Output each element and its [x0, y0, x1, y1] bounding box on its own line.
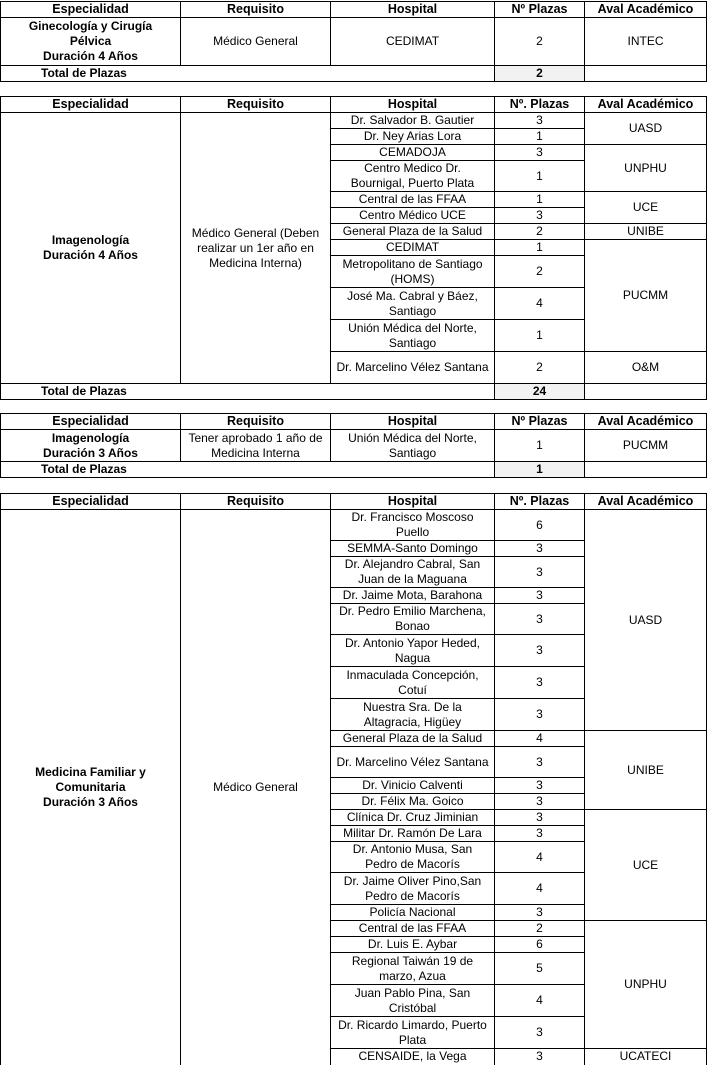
hospital-cell: CEMADOJA — [331, 145, 495, 161]
hospital-line: Nuestra Sra. De la — [363, 699, 462, 714]
plazas-cell: 1 — [495, 320, 585, 352]
aval-cell: UASD — [585, 510, 707, 731]
plazas-cell: 3 — [495, 810, 585, 826]
especialidad-line: Duración 4 Años — [43, 49, 138, 63]
hospital-cell: Dr. Jaime Mota, Barahona — [331, 588, 495, 604]
especialidad-line: Pélvica — [69, 34, 112, 48]
hospital-line: Pedro de Macorís — [365, 857, 460, 871]
table-imagenologia-4 — [0, 96, 707, 400]
hospital-line: Bournigal, Puerto Plata — [350, 176, 475, 190]
plazas-cell: 2 — [495, 921, 585, 937]
header-hospital: Hospital — [331, 414, 495, 430]
hospital-line: Puello — [395, 525, 430, 539]
especialidad-line: Duración 4 Años — [43, 248, 138, 262]
total-label: Total de Plazas — [1, 462, 495, 478]
hospital-line: Dr. Alejandro Cabral, San — [344, 557, 481, 571]
hospital-line: Metropolitano de Santiago — [342, 256, 483, 271]
plazas-cell: 3 — [495, 604, 585, 635]
plazas-cell: 4 — [495, 288, 585, 320]
aval-cell: UNIBE — [585, 731, 707, 810]
hospital-cell — [331, 557, 495, 588]
especialidad-cell — [1, 18, 181, 66]
plazas-cell: 3 — [495, 826, 585, 842]
plazas-cell: 6 — [495, 510, 585, 541]
hospital-cell: CEDIMAT — [331, 240, 495, 256]
aval-cell: PUCMM — [585, 240, 707, 352]
header-requisito: Requisito — [181, 2, 331, 18]
hospital-line: Juan de la Maguana — [358, 572, 467, 586]
requisito-line: Medicina Interna — [211, 445, 300, 460]
especialidad-cell — [1, 113, 181, 384]
hospital-cell — [331, 320, 495, 352]
plazas-cell: 3 — [495, 557, 585, 588]
header-requisito: Requisito — [181, 97, 331, 113]
total-label: Total de Plazas — [1, 66, 495, 82]
plazas-cell: 3 — [495, 113, 585, 129]
hospital-cell: General Plaza de la Salud — [331, 731, 495, 747]
plazas-cell: 3 — [495, 635, 585, 667]
total-empty — [585, 384, 707, 400]
plazas-cell: 2 — [495, 352, 585, 384]
especialidad-line: Comunitaria — [55, 779, 126, 794]
header-plazas: Nº. Plazas — [495, 97, 585, 113]
hospital-line: Unión Médica del Norte, — [348, 320, 477, 335]
especialidad-line: Medicina Familiar y — [35, 764, 146, 779]
requisito-line: Médico General (Deben — [191, 225, 320, 240]
plazas-cell: 3 — [495, 588, 585, 604]
header-aval: Aval Académico — [585, 2, 707, 18]
aval-cell: UCATECI — [585, 1049, 707, 1065]
aval-cell: UCE — [585, 192, 707, 224]
plazas-cell: 1 — [495, 430, 585, 462]
total-value: 1 — [495, 462, 585, 478]
hospital-line: Inmaculada Concepción, — [346, 667, 479, 682]
plazas-cell: 1 — [495, 129, 585, 145]
especialidad-line: Imagenología — [51, 233, 130, 247]
especialidad-line: Ginecología y Cirugía — [28, 19, 153, 33]
hospital-cell: Clínica Dr. Cruz Jiminian — [331, 810, 495, 826]
hospital-line: Dr. Pedro Emilio Marchena, — [339, 604, 486, 618]
total-value: 24 — [495, 384, 585, 400]
hospital-cell — [331, 1017, 495, 1049]
especialidad-line: Duración 3 Años — [43, 794, 138, 809]
aval-cell: UNIBE — [585, 224, 707, 240]
hospital-line: Santiago — [388, 303, 437, 318]
aval-cell: INTEC — [585, 18, 707, 66]
plazas-cell: 3 — [495, 1017, 585, 1049]
hospital-cell — [331, 161, 495, 192]
header-row — [1, 414, 707, 430]
table-row — [1, 430, 707, 462]
table-row — [1, 113, 707, 129]
hospital-cell — [331, 604, 495, 635]
table-medicina-familiar — [0, 493, 707, 1065]
hospital-line: Juan Pablo Pina, San — [354, 985, 471, 1000]
header-row — [1, 494, 707, 510]
plazas-cell: 3 — [495, 667, 585, 699]
plazas-cell: 3 — [495, 905, 585, 921]
hospital-line: Regional Taiwán 19 de — [351, 953, 474, 968]
hospital-cell: Dr. Marcelino Vélez Santana — [331, 352, 495, 384]
hospital-line: Dr. Francisco Moscoso — [351, 510, 474, 524]
header-especialidad: Especialidad — [1, 97, 181, 113]
plazas-cell: 3 — [495, 145, 585, 161]
hospital-cell: Centro Médico UCE — [331, 208, 495, 224]
hospital-line: Dr. Ricardo Limardo, Puerto — [338, 1017, 487, 1032]
especialidad-line: Imagenología — [51, 430, 130, 445]
total-empty — [585, 462, 707, 478]
header-especialidad: Especialidad — [1, 414, 181, 430]
plazas-cell: 3 — [495, 747, 585, 778]
header-row — [1, 2, 707, 18]
plazas-cell: 1 — [495, 161, 585, 192]
plazas-cell: 1 — [495, 192, 585, 208]
requisito-cell: Médico General — [181, 18, 331, 66]
especialidad-cell — [1, 510, 181, 1065]
aval-cell: UNPHU — [585, 921, 707, 1049]
aval-cell: PUCMM — [585, 430, 707, 462]
hospital-cell — [331, 873, 495, 905]
requisito-cell — [181, 113, 331, 384]
hospital-line: Centro Medico Dr. — [364, 161, 461, 175]
hospital-cell: Dr. Marcelino Vélez Santana — [331, 747, 495, 778]
requisito-line: realizar un 1er año en — [197, 240, 314, 255]
hospital-line: Dr. Antonio Yapor Heded, — [345, 635, 480, 650]
plazas-cell: 3 — [495, 699, 585, 731]
plazas-cell: 5 — [495, 953, 585, 985]
table-imagenologia-3 — [0, 413, 707, 478]
total-row — [1, 66, 707, 82]
especialidad-line: Duración 3 Años — [43, 445, 138, 460]
plazas-cell: 2 — [495, 224, 585, 240]
hospital-cell — [331, 430, 495, 462]
hospital-cell — [331, 985, 495, 1017]
hospital-cell — [331, 953, 495, 985]
total-row — [1, 384, 707, 400]
hospital-line: Altagracia, Higüey — [363, 714, 462, 729]
hospital-line: Santiago — [388, 445, 437, 460]
hospital-line: (HOMS) — [390, 271, 435, 286]
hospital-cell: Dr. Salvador B. Gautier — [331, 113, 495, 129]
plazas-cell: 1 — [495, 240, 585, 256]
plazas-cell: 2 — [495, 18, 585, 66]
hospital-cell: Central de las FFAA — [331, 192, 495, 208]
plazas-cell: 4 — [495, 985, 585, 1017]
header-hospital: Hospital — [331, 2, 495, 18]
hospital-cell: Central de las FFAA — [331, 921, 495, 937]
hospital-cell — [331, 288, 495, 320]
plazas-cell: 4 — [495, 731, 585, 747]
table-row — [1, 510, 707, 541]
hospital-cell — [331, 256, 495, 288]
hospital-cell: SEMMA-Santo Domingo — [331, 541, 495, 557]
header-plazas: Nº. Plazas — [495, 494, 585, 510]
header-requisito: Requisito — [181, 494, 331, 510]
plazas-cell: 2 — [495, 256, 585, 288]
plazas-cell: 3 — [495, 778, 585, 794]
hospital-cell: Dr. Vinicio Calventi — [331, 778, 495, 794]
hospital-line: Unión Médica del Norte, — [348, 430, 477, 445]
aval-cell: UCE — [585, 810, 707, 921]
hospital-cell — [331, 842, 495, 873]
total-value: 2 — [495, 66, 585, 82]
header-plazas: Nº Plazas — [495, 2, 585, 18]
hospital-cell — [331, 699, 495, 731]
hospital-cell: Policía Nacional — [331, 905, 495, 921]
hospital-line: Dr. Jaime Oliver Pino,San — [343, 873, 482, 888]
hospital-line: José Ma. Cabral y Báez, — [347, 288, 478, 303]
hospital-cell: CEDIMAT — [331, 18, 495, 66]
aval-cell: UASD — [585, 113, 707, 145]
requisito-line: Tener aprobado 1 año de — [188, 430, 323, 445]
plazas-cell: 3 — [495, 1049, 585, 1065]
hospital-cell: General Plaza de la Salud — [331, 224, 495, 240]
header-especialidad: Especialidad — [1, 2, 181, 18]
hospital-line: Cotuí — [398, 682, 427, 697]
hospital-cell: Dr. Ney Arias Lora — [331, 129, 495, 145]
hospital-cell — [331, 635, 495, 667]
hospital-line: Dr. Antonio Musa, San — [352, 842, 473, 856]
hospital-line: Bonao — [395, 619, 430, 633]
header-hospital: Hospital — [331, 494, 495, 510]
plazas-cell: 6 — [495, 937, 585, 953]
hospital-line: marzo, Azua — [379, 968, 446, 983]
hospital-line: Pedro de Macorís — [365, 888, 460, 903]
header-aval: Aval Académico — [585, 414, 707, 430]
header-plazas: Nº Plazas — [495, 414, 585, 430]
header-aval: Aval Académico — [585, 97, 707, 113]
hospital-cell: Militar Dr. Ramón De Lara — [331, 826, 495, 842]
hospital-line: Santiago — [388, 335, 437, 350]
plazas-cell: 4 — [495, 873, 585, 905]
requisito-line: Medicina Interna) — [209, 255, 302, 270]
hospital-line: Nagua — [394, 650, 431, 665]
hospital-cell — [331, 667, 495, 699]
hospital-line: Plata — [398, 1032, 427, 1047]
total-row — [1, 462, 707, 478]
header-requisito: Requisito — [181, 414, 331, 430]
total-empty — [585, 66, 707, 82]
aval-cell: UNPHU — [585, 145, 707, 192]
aval-cell: O&M — [585, 352, 707, 384]
header-row — [1, 97, 707, 113]
header-especialidad: Especialidad — [1, 494, 181, 510]
hospital-cell — [331, 510, 495, 541]
hospital-line: Cristóbal — [388, 1000, 437, 1015]
plazas-cell: 3 — [495, 794, 585, 810]
hospital-cell: Dr. Félix Ma. Goico — [331, 794, 495, 810]
especialidad-cell — [1, 430, 181, 462]
table-ginecologia — [0, 1, 707, 82]
header-aval: Aval Académico — [585, 494, 707, 510]
requisito-cell: Médico General — [181, 510, 331, 1065]
requisito-cell — [181, 430, 331, 462]
plazas-cell: 3 — [495, 541, 585, 557]
header-hospital: Hospital — [331, 97, 495, 113]
plazas-cell: 3 — [495, 208, 585, 224]
hospital-cell: Dr. Luis E. Aybar — [331, 937, 495, 953]
plazas-cell: 4 — [495, 842, 585, 873]
hospital-cell: CENSAIDE, la Vega — [331, 1049, 495, 1065]
total-label: Total de Plazas — [1, 384, 495, 400]
table-row — [1, 18, 707, 66]
